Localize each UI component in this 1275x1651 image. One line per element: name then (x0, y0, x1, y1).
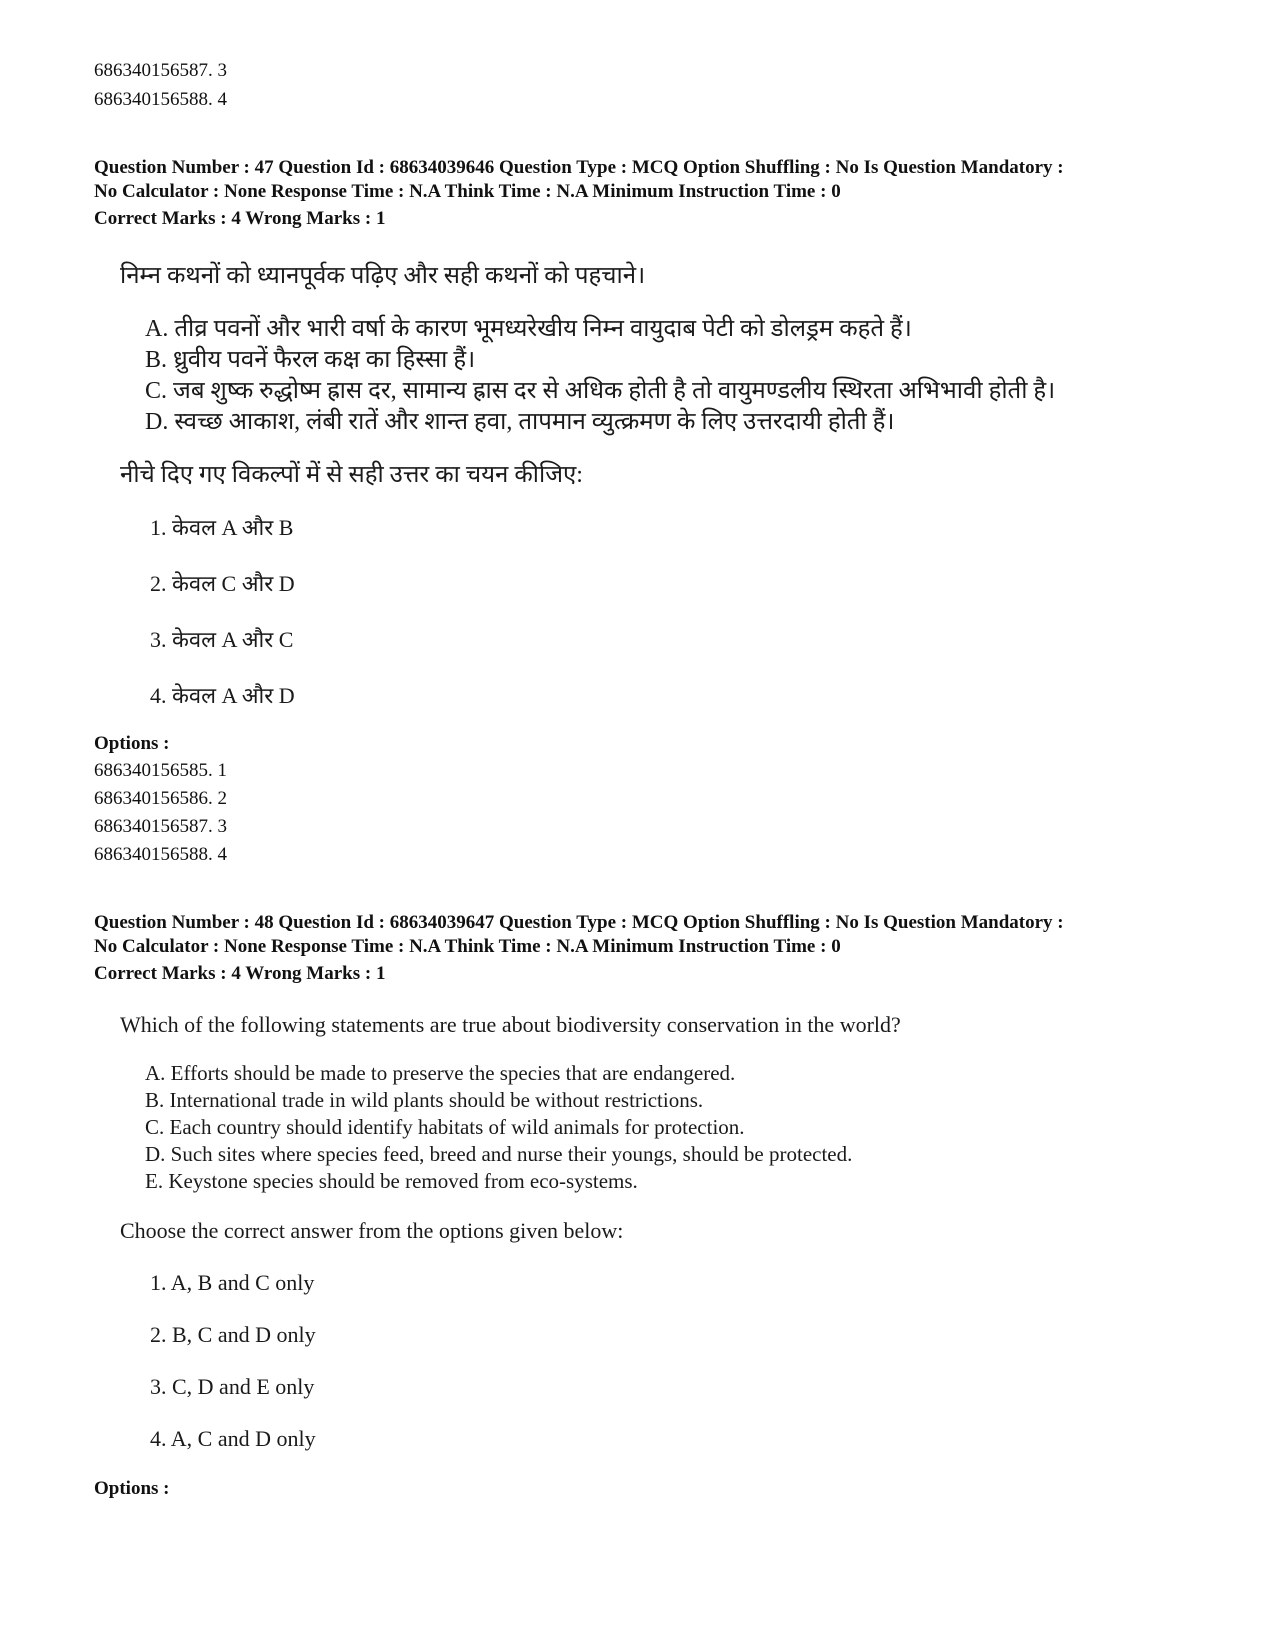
option-line: 686340156586. 2 (94, 788, 227, 809)
choice-3: 3. C, D and E only (150, 1374, 315, 1399)
option-line: 686340156585. 1 (94, 760, 227, 781)
choice-3: 3. केवल A और C (150, 627, 294, 652)
options-label: Options : (94, 1478, 170, 1499)
statement-c: C. Each country should identify habitats of wild animals for protection. (145, 1115, 745, 1139)
question-47-marks: Correct Marks : 4 Wrong Marks : 1 (94, 208, 386, 229)
statement-c: C. जब शुष्क रुद्धोष्म ह्रास दर, सामान्य ह्रास दर से अधिक होती है तो वायुमण्डलीय स्थिरता अभिभावी होती है। (145, 378, 1056, 404)
option-line: 686340156587. 3 (94, 60, 227, 81)
question-header-line: No Calculator : None Response Time : N.A Think Time : N.A Minimum Instruction Time : 0 (94, 936, 841, 957)
choice-4: 4. A, C and D only (150, 1426, 316, 1451)
question-48-stem: Which of the following statements are true about biodiversity conservation in the world? (120, 1012, 901, 1037)
question-47-stem: निम्न कथनों को ध्यानपूर्वक पढ़िए और सही कथनों को पहचाने। (120, 263, 646, 289)
statement-a: A. तीव्र पवनों और भारी वर्षा के कारण भूमध्यरेखीय निम्न वायुदाब पेटी को डोलड्रम कहते हैं। (145, 316, 912, 342)
option-line: 686340156588. 4 (94, 844, 227, 865)
question-48-marks: Correct Marks : 4 Wrong Marks : 1 (94, 963, 386, 984)
question-48-header (94, 911, 1234, 959)
statement-d: D. Such sites where species feed, breed and nurse their youngs, should be protected. (145, 1142, 853, 1166)
question-47-header (94, 156, 1234, 204)
question-header-line: No Calculator : None Response Time : N.A Think Time : N.A Minimum Instruction Time : 0 (94, 181, 841, 202)
option-line: 686340156588. 4 (94, 89, 227, 110)
statement-e: E. Keystone species should be removed from eco-systems. (145, 1169, 638, 1193)
question-header-line: Question Number : 47 Question Id : 68634039646 Question Type : MCQ Option Shuffling : No Is Question Mandatory : (94, 157, 1064, 178)
question-48-instruction: Choose the correct answer from the options given below: (120, 1218, 624, 1243)
choice-2: 2. केवल C और D (150, 571, 295, 596)
statement-b: B. International trade in wild plants should be without restrictions. (145, 1088, 704, 1112)
choice-4: 4. केवल A और D (150, 683, 295, 708)
choice-1: 1. केवल A और B (150, 515, 294, 540)
statement-a: A. Efforts should be made to preserve the species that are endangered. (145, 1061, 736, 1085)
question-header-line: Question Number : 48 Question Id : 68634039647 Question Type : MCQ Option Shuffling : No Is Question Mandatory : (94, 912, 1064, 933)
option-line: 686340156587. 3 (94, 816, 227, 837)
choice-1: 1. A, B and C only (150, 1270, 315, 1295)
statement-b: B. ध्रुवीय पवनें फैरल कक्ष का हिस्सा हैं। (145, 347, 476, 373)
statement-d: D. स्वच्छ आकाश, लंबी रातें और शान्त हवा, तापमान व्युत्क्रमण के लिए उत्तरदायी होती हैं। (145, 409, 895, 435)
question-47-instruction: नीचे दिए गए विकल्पों में से सही उत्तर का चयन कीजिए: (120, 462, 583, 488)
choice-2: 2. B, C and D only (150, 1322, 316, 1347)
options-label: Options : (94, 733, 170, 754)
